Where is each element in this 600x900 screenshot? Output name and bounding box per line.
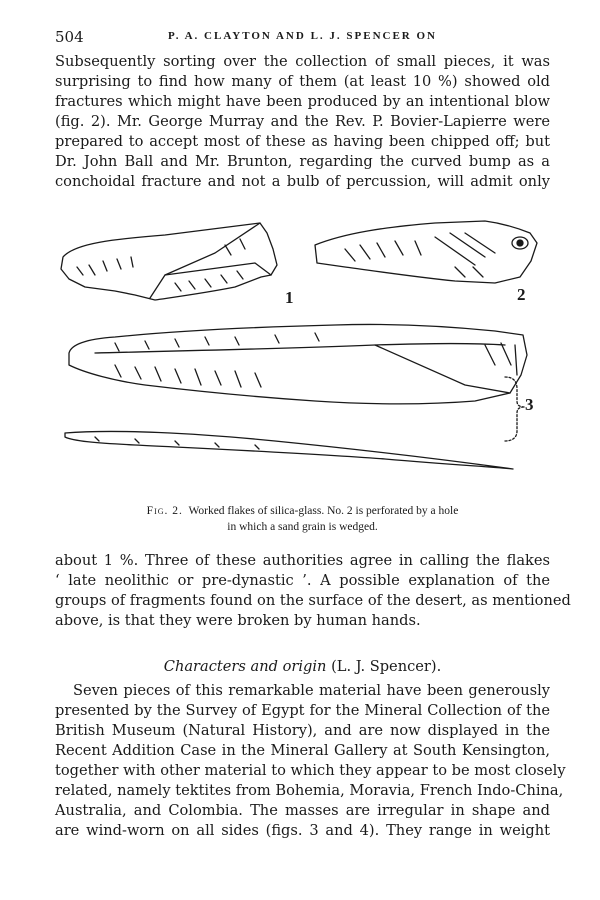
figure-2 <box>55 205 550 495</box>
figure-label-1: 1 <box>285 288 294 307</box>
text-line: Dr. John Ball and Mr. Brunton, regarding the curved bump as a <box>55 153 550 170</box>
caption-line-1 <box>55 503 550 519</box>
paragraph-3 <box>55 681 566 841</box>
flake-2-drawing <box>315 221 537 283</box>
text-line: British Museum (Natural History), and are now displayed in the <box>55 722 550 739</box>
figure-caption <box>55 503 550 535</box>
text-line: Seven pieces of this remarkable material have been generously <box>73 682 550 699</box>
figure-label-3: 3 <box>525 395 534 414</box>
text-line: together with other material to which they appear to be most closely <box>55 762 566 779</box>
text-line: presented by the Survey of Egypt for the Mineral Collection of the <box>55 702 550 719</box>
page-number: 504 <box>55 28 84 46</box>
paragraph-1 <box>55 52 550 192</box>
text-line: fractures which might have been produced by an intentional blow <box>55 93 550 110</box>
caption-figure-number: Fig. 2. <box>146 505 183 517</box>
text-line: prepared to accept most of these as having been chipped off; but <box>55 133 550 150</box>
section-title: Characters and origin <box>163 658 327 675</box>
caption-line-2: in which a sand grain is wedged. <box>227 521 378 533</box>
text-line: related, namely tektites from Bohemia, Moravia, French Indo-China, <box>55 782 564 799</box>
text-line: Australia, and Colombia. The masses are irregular in shape and <box>55 802 550 819</box>
text-line: Recent Addition Case in the Mineral Gallery at South Kensington, <box>55 742 550 759</box>
text-line: conchoidal fracture and not a bulb of percussion, will admit only <box>55 173 550 190</box>
flake-1-drawing <box>61 223 277 300</box>
text-line: are wind-worn on all sides (figs. 3 and 4). They range in weight <box>55 822 550 839</box>
section-heading <box>55 658 550 675</box>
text-line: groups of fragments found on the surface of the desert, as mentioned <box>55 592 571 609</box>
figure-label-2: 2 <box>517 285 526 304</box>
section-author: (L. J. Spencer). <box>331 658 442 675</box>
page-header <box>55 28 550 50</box>
text-line: above, is that they were broken by human hands. <box>55 612 421 629</box>
text-line: Subsequently sorting over the collection of small pieces, it was <box>55 53 550 70</box>
text-line: ‘ late neolithic or pre-dynastic ’. A possible explanation of the <box>55 572 550 589</box>
text-line: (fig. 2). Mr. George Murray and the Rev. P. Bovier-Lapierre were <box>55 113 550 130</box>
text-line: about 1 %. Three of these authorities agree in calling the flakes <box>55 552 550 569</box>
paragraph-2 <box>55 551 571 631</box>
running-head: P. A. CLAYTON AND L. J. SPENCER ON <box>168 30 437 42</box>
text-line: surprising to find how many of them (at least 10 %) showed old <box>55 73 550 90</box>
flakes-illustration <box>55 205 550 495</box>
flake-3-drawing <box>65 324 527 469</box>
caption-text-1: Worked flakes of silica-glass. No. 2 is perforated by a hole <box>188 505 459 517</box>
